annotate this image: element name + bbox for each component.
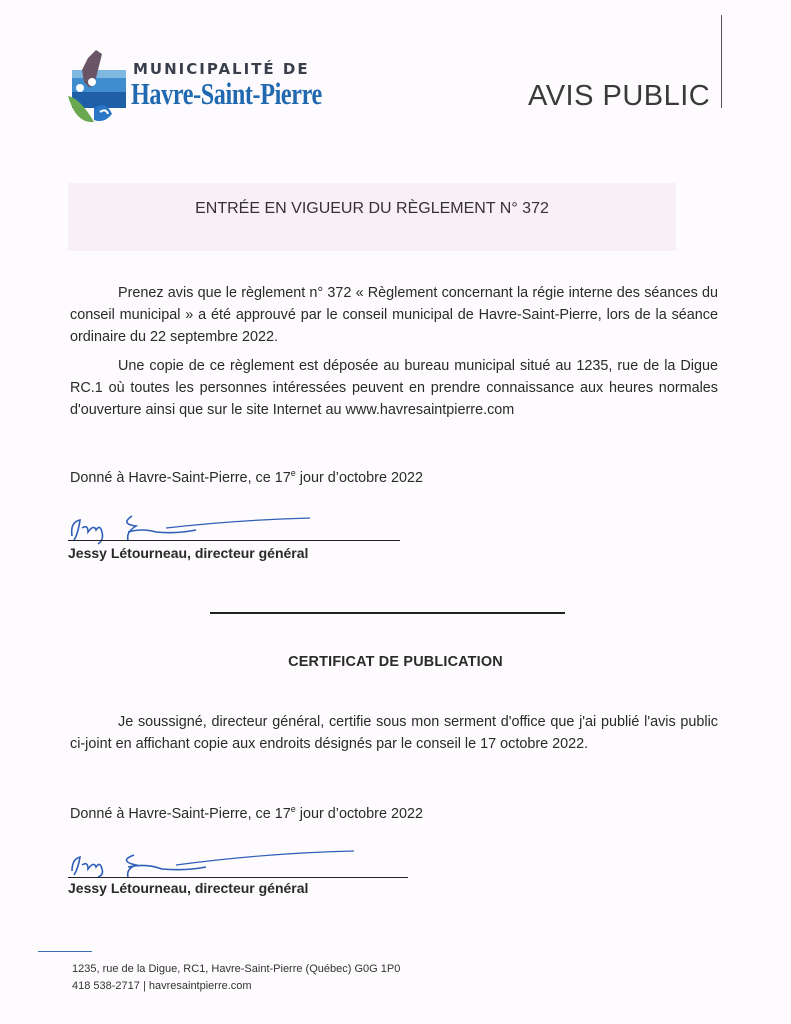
notice-paragraph-1: [70, 282, 718, 348]
certificate-paragraph-text: Je soussigné, directeur général, certifie sous mon serment d'office que j'ai publié l'avis public ci-joint en affichant copie aux endroits désignés par le conseil le 17 octobre 2022.: [70, 714, 718, 752]
notice-title: ENTRÉE EN VIGUEUR DU RÈGLEMENT N° 372: [195, 200, 549, 217]
given-sup-2: e: [290, 804, 296, 814]
notice-given-line: [70, 468, 423, 486]
given-suffix: jour d’octobre 2022: [295, 469, 423, 486]
notice-paragraph-2-text: Une copie de ce règlement est déposée au bureau municipal situé au 1235, rue de la Digue RC.1 où toutes les personnes intéressées peuvent en prendre connaissance aux heures normales d'ouverture ainsi que sur le site Internet au www.havresaintpierre.com: [70, 358, 718, 418]
avis-public-heading: AVIS PUBLIC: [528, 80, 711, 112]
footer-contact: 418 538-2717 | havresaintpierre.com: [72, 980, 252, 992]
header-vertical-rule: [721, 15, 722, 108]
signer-name-2: Jessy Létourneau, directeur général: [68, 880, 309, 896]
signature-line-1: [68, 540, 400, 541]
given-sup: e: [290, 468, 296, 478]
footer-address: 1235, rue de la Digue, RC1, Havre-Saint-Pierre (Québec) G0G 1P0: [72, 963, 401, 975]
certificate-title: CERTIFICAT DE PUBLICATION: [288, 654, 503, 670]
notice-paragraph-2: [70, 355, 718, 421]
signature-line-2: [68, 877, 408, 878]
given-prefix: Donné à Havre-Saint-Pierre, ce 17: [70, 469, 291, 486]
given-prefix-2: Donné à Havre-Saint-Pierre, ce 17: [70, 805, 291, 822]
logo-text-town-name: Havre-Saint-Pierre: [131, 76, 322, 111]
given-suffix-2: jour d’octobre 2022: [295, 805, 423, 822]
section-divider: [210, 612, 565, 614]
signer-name-1: Jessy Létourneau, directeur général: [68, 545, 309, 561]
logo-text-municipalite: MUNICIPALITÉ DE: [133, 60, 310, 78]
certificate-given-line: [70, 804, 423, 822]
certificate-paragraph: [70, 711, 718, 755]
footer-accent-rule: [38, 951, 92, 952]
signature-1: [66, 510, 326, 550]
notice-paragraph-1-text: Prenez avis que le règlement n° 372 « Règlement concernant la régie interne des séances du conseil municipal » a été approuvé par le conseil municipal de Havre-Saint-Pierre, lors de la séance ordinaire du 22 septembre 2022.: [70, 285, 718, 345]
signature-2: [66, 845, 366, 885]
